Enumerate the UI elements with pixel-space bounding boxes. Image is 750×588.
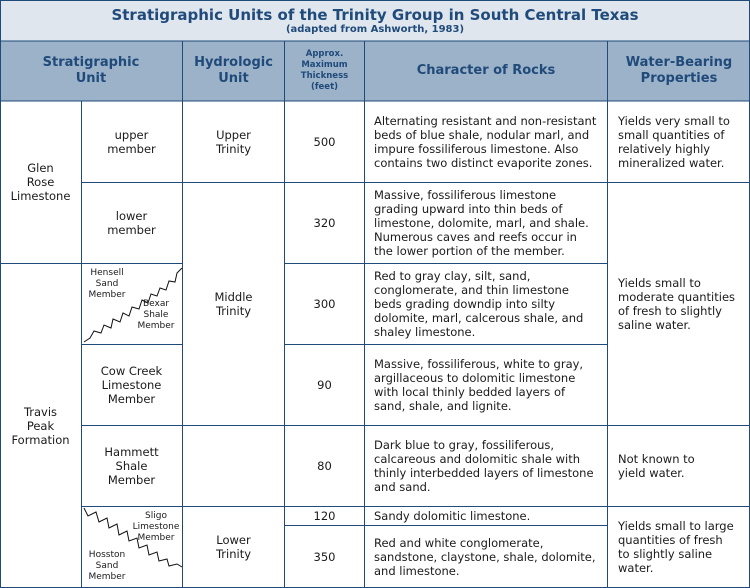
member-lower: lower member bbox=[107, 208, 156, 237]
member-cow-creek: Cow Creek Limestone Member bbox=[100, 363, 163, 406]
thickness-sligo: 120 bbox=[313, 508, 336, 523]
hensell-bexar-contact-line bbox=[84, 268, 182, 342]
rocks-hensell-bexar: Red to gray clay, silt, sand, conglomerate, and thin limestone beds grading downdip into silty dolomite, marl, calcerous shale, and shaley limestone. bbox=[374, 268, 584, 339]
header-water-bearing: Water-Bearing Properties bbox=[608, 41, 750, 101]
rocks-cow-creek: Massive, fossiliferous, white to gray, argillaceous to dolomitic limestone with local thinly bedded layers of sand, shale, and lignite. bbox=[374, 356, 584, 413]
water-middle: Yields small to moderate quantities of fresh to slightly saline water. bbox=[618, 275, 736, 332]
thickness-cow-creek: 90 bbox=[317, 377, 332, 392]
hydro-lower-trinity: Lower Trinity bbox=[215, 533, 252, 561]
thickness-lower: 320 bbox=[313, 215, 336, 230]
header-thickness: Approx. Maximum Thickness (feet) bbox=[285, 41, 364, 101]
water-upper: Yields very small to small quantities of relatively highly mineralized water. bbox=[618, 113, 730, 170]
thickness-hosston: 350 bbox=[313, 549, 336, 564]
member-sligo: Sligo Limestone Member bbox=[132, 511, 180, 543]
rocks-lower: Massive, fossiliferous limestone grading upward into thin beds of limestone, dolomite, marl, and shale. Numerous caves and reefs occur in the lower portion of the member. bbox=[374, 187, 589, 258]
water-hammett: Not known to yield water. bbox=[618, 451, 695, 480]
formation-travis-peak: Travis Peak Formation bbox=[11, 404, 70, 447]
header-stratigraphic-unit: Stratigraphic Unit bbox=[0, 41, 182, 101]
rocks-upper: Alternating resistant and non-resistant beds of blue shale, nodular marl, and impure fossiliferous limestone. Also contains two distinct evaporite zones. bbox=[374, 113, 597, 170]
header-hydrologic-unit: Hydrologic Unit bbox=[183, 41, 284, 101]
hydro-upper-trinity: Upper Trinity bbox=[215, 127, 252, 156]
thickness-hammett: 80 bbox=[317, 458, 332, 473]
formation-glen-rose: Glen Rose Limestone bbox=[10, 161, 71, 203]
hydro-middle-trinity: Middle Trinity bbox=[214, 289, 253, 318]
rocks-sligo: Sandy dolomitic limestone. bbox=[374, 508, 531, 523]
member-upper: upper member bbox=[107, 127, 156, 156]
table-subtitle: (adapted from Ashworth, 1983) bbox=[285, 24, 465, 35]
member-bexar: Bexar Shale Member bbox=[137, 299, 175, 331]
table-title: Stratigraphic Units of the Trinity Group in South Central Texas bbox=[111, 6, 639, 24]
outer-border bbox=[1, 1, 750, 588]
member-hosston: Hosston Sand Member bbox=[88, 550, 126, 582]
member-hensell: Hensell Sand Member bbox=[88, 268, 126, 300]
thickness-hensell-bexar: 300 bbox=[313, 296, 336, 311]
sligo-hosston-contact-line bbox=[84, 508, 182, 567]
thickness-upper: 500 bbox=[313, 134, 336, 149]
member-hammett: Hammett Shale Member bbox=[104, 444, 159, 487]
rocks-hammett: Dark blue to gray, fossiliferous, calcareous and dolomitic shale with thinly interbedded layers of limestone and sand. bbox=[374, 437, 594, 494]
water-lower: Yields small to large quantities of fresh to slightly saline water. bbox=[618, 519, 734, 575]
rocks-hosston: Red and white conglomerate, sandstone, claystone, shale, dolomite, and limestone. bbox=[374, 535, 596, 578]
header-character-of-rocks: Character of Rocks bbox=[365, 41, 607, 101]
